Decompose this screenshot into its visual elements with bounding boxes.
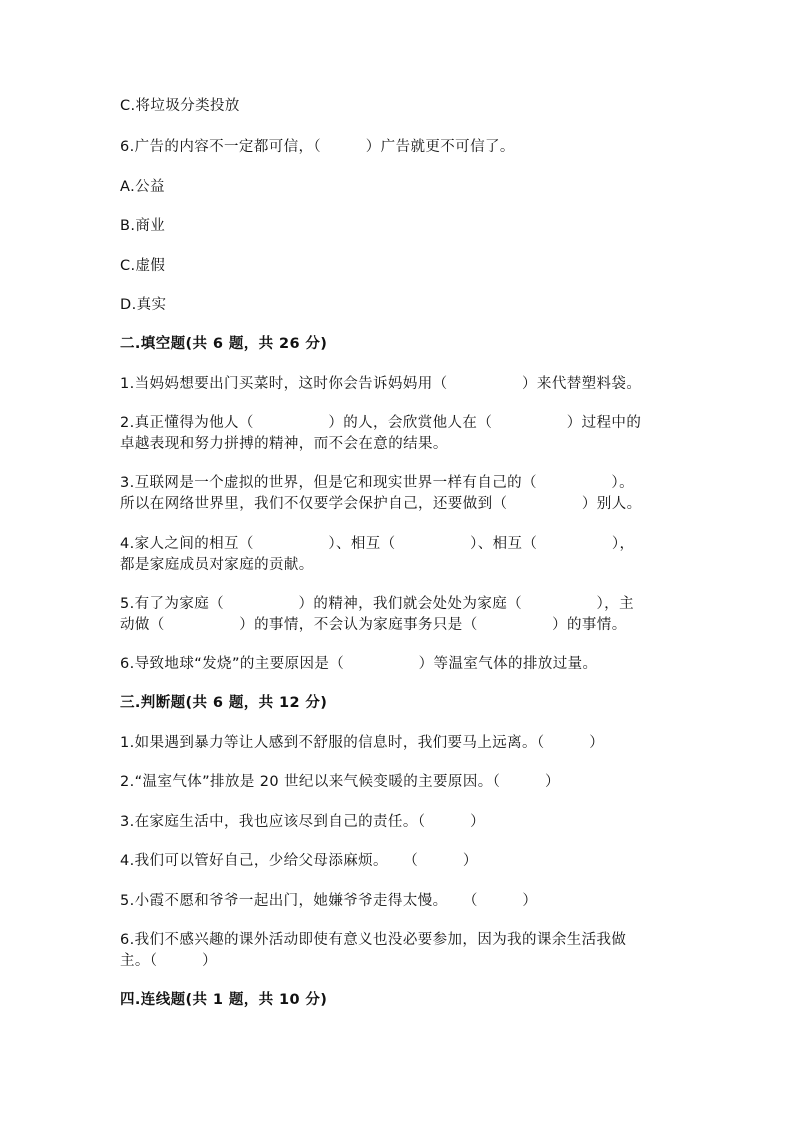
fill-question-1: 1.当妈妈想要出门买菜时，这时你会告诉妈妈用（ ）来代替塑料袋。: [120, 376, 642, 392]
section-heading-true-false: 三.判断题(共 6 题，共 12 分): [120, 695, 328, 711]
judge-question-2: 2.“温室气体”排放是 20 世纪以来气候变暖的主要原因。（ ）: [120, 774, 560, 790]
judge-question-6-line-1: 6.我们不感兴趣的课外活动即使有意义也没必要参加，因为我的课余生活我做: [120, 932, 627, 948]
q6-option-a: A.公益: [120, 179, 165, 195]
fill-question-4-line-1: 4.家人之间的相互（ ）、相互（ ）、相互（ ），: [120, 536, 635, 552]
q6-option-c: C.虚假: [120, 258, 166, 274]
fill-question-4-line-2: 都是家庭成员对家庭的贡献。: [120, 557, 314, 573]
fill-question-2-line-2: 卓越表现和努力拼搏的精神，而不会在意的结果。: [120, 436, 448, 452]
fill-question-5-line-2: 动做（ ）的事情，不会认为家庭事务只是（ ）的事情。: [120, 617, 627, 633]
fill-question-3-line-2: 所以在网络世界里，我们不仅要学会保护自己，还要做到（ ）别人。: [120, 496, 642, 512]
option-c-sort-garbage: C.将垃圾分类投放: [120, 98, 240, 114]
judge-question-4: 4.我们可以管好自己，少给父母添麻烦。 （ ）: [120, 853, 478, 869]
fill-question-3-line-1: 3.互联网是一个虚拟的世界，但是它和现实世界一样有自己的（ ）。: [120, 475, 634, 491]
fill-question-5-line-1: 5.有了为家庭（ ）的精神，我们就会处处为家庭（ ），主: [120, 596, 634, 612]
judge-question-6-line-2: 主。（ ）: [120, 953, 218, 969]
judge-question-1: 1.如果遇到暴力等让人感到不舒服的信息时，我们要马上远离。（ ）: [120, 735, 605, 751]
question-6-stem: 6.广告的内容不一定都可信，（ ）广告就更不可信了。: [120, 139, 515, 155]
judge-question-5: 5.小霞不愿和爷爷一起出门，她嫌爷爷走得太慢。 （ ）: [120, 893, 538, 909]
section-heading-matching: 四.连线题(共 1 题，共 10 分): [120, 992, 328, 1008]
q6-option-b: B.商业: [120, 218, 166, 234]
fill-question-2-line-1: 2.真正懂得为他人（ ）的人，会欣赏他人在（ ）过程中的: [120, 415, 642, 431]
q6-option-d: D.真实: [120, 297, 167, 313]
fill-question-6: 6.导致地球“发烧”的主要原因是（ ）等温室气体的排放过量。: [120, 656, 598, 672]
judge-question-3: 3.在家庭生活中，我也应该尽到自己的责任。（ ）: [120, 814, 485, 830]
section-heading-fill-in: 二.填空题(共 6 题，共 26 分): [120, 336, 328, 352]
